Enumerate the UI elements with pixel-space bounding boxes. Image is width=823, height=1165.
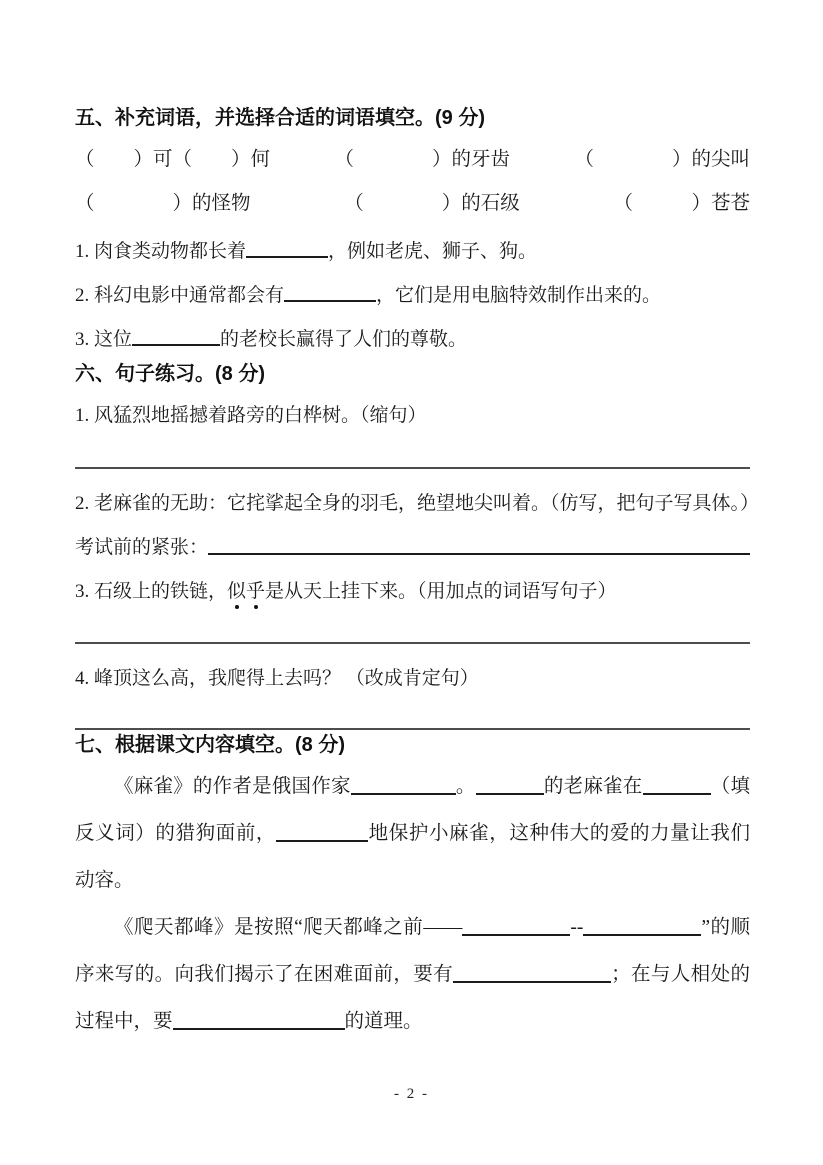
answer-line-1 (75, 467, 750, 469)
sentence-text: 是从天上挂下来。（用加点的词语写句子） (265, 580, 617, 602)
fill-item-text: 3. 这位 (75, 328, 133, 350)
fill-item-text: 1. 肉食类动物都长着 (75, 240, 247, 262)
blank-underline-long (208, 537, 750, 555)
word-blank-phrase: （ ）可（ ）何 (75, 149, 271, 170)
paragraph-text: 《麻雀》的作者是俄国作家 (114, 776, 351, 797)
paragraph-text: （填反义词）的猎狗面前， (75, 776, 750, 844)
paragraph-text: 的老麻雀在 (543, 776, 643, 797)
word-blank-phrase: （ ）的牙齿 (334, 149, 510, 170)
paragraph-text: 。 (455, 776, 476, 797)
paragraph-text: ；在与人相处的过程中，要 (75, 964, 750, 1032)
word-blank-phrase: （ ）苍苍 (613, 193, 750, 214)
paragraph-text: -- (570, 917, 584, 938)
paragraph-sparrow (75, 763, 750, 904)
blank-underline (351, 777, 456, 795)
word-blank-phrase: （ ）的尖叫 (574, 149, 750, 170)
blank-underline (132, 328, 220, 346)
blank-underline (276, 824, 368, 842)
paragraph-text: 地保护小麻雀，这种伟大的爱的力量让我们动容。 (75, 823, 750, 891)
fill-item-text: ，例如老虎、狮子、狗。 (328, 240, 538, 262)
fill-item-1 (75, 227, 750, 271)
blank-underline (173, 1012, 345, 1030)
sentence-item-3 (75, 567, 750, 611)
fill-item-text: 的老校长赢得了人们的尊敬。 (220, 328, 468, 350)
section5-heading: 五、补充词语，并选择合适的词语填空。(9 分) (75, 107, 485, 129)
paragraph-tiandu-peak (75, 904, 750, 1045)
dotted-word: 似乎 (227, 576, 265, 603)
sentence-item-1: 1. 风猛烈地摇撼着路旁的白桦树。（缩句） (75, 404, 427, 426)
word-blank-row-1 (75, 135, 750, 179)
sentence-item-2: 2. 老麻雀的无助：它挓挲起全身的羽毛，绝望地尖叫着。（仿写，把句子写具体。） (75, 492, 760, 514)
paragraph-text: 《爬天都峰》是按照“爬天都峰之前—— (114, 917, 463, 938)
paragraph-text: ”的顺序来写的。向我们揭示了在困难面前，要有 (75, 917, 751, 985)
sentence-text: 3. 石级上的铁链， (75, 580, 228, 602)
word-blank-phrase: （ ）的怪物 (75, 193, 251, 214)
sentence-item-4: 4. 峰顶这么高，我爬得上去吗？ （改成肯定句） (75, 667, 479, 689)
fill-item-text: 2. 科幻电影中通常都会有 (75, 284, 285, 306)
blank-underline (284, 284, 376, 302)
word-blank-phrase: （ ）的石级 (344, 193, 520, 214)
blank-underline (476, 777, 544, 795)
section6-heading: 六、句子练习。(8 分) (75, 363, 265, 385)
page-number: - 2 - (394, 1086, 429, 1102)
fill-item-2 (75, 271, 750, 315)
word-blank-row-2 (75, 179, 750, 223)
blank-underline (462, 918, 570, 936)
fill-item-3 (75, 315, 750, 359)
sentence-item-2-prompt-row (75, 523, 750, 567)
answer-line-2 (75, 642, 750, 644)
prompt-label: 考试前的紧张： (75, 536, 209, 558)
fill-item-text: ，它们是用电脑特效制作出来的。 (376, 284, 662, 306)
blank-underline (246, 240, 328, 258)
paragraph-text: 的道理。 (344, 1011, 423, 1032)
blank-underline (643, 777, 711, 795)
section7-heading: 七、根据课文内容填空。(8 分) (75, 734, 345, 756)
blank-underline (453, 965, 611, 983)
blank-underline (583, 918, 701, 936)
